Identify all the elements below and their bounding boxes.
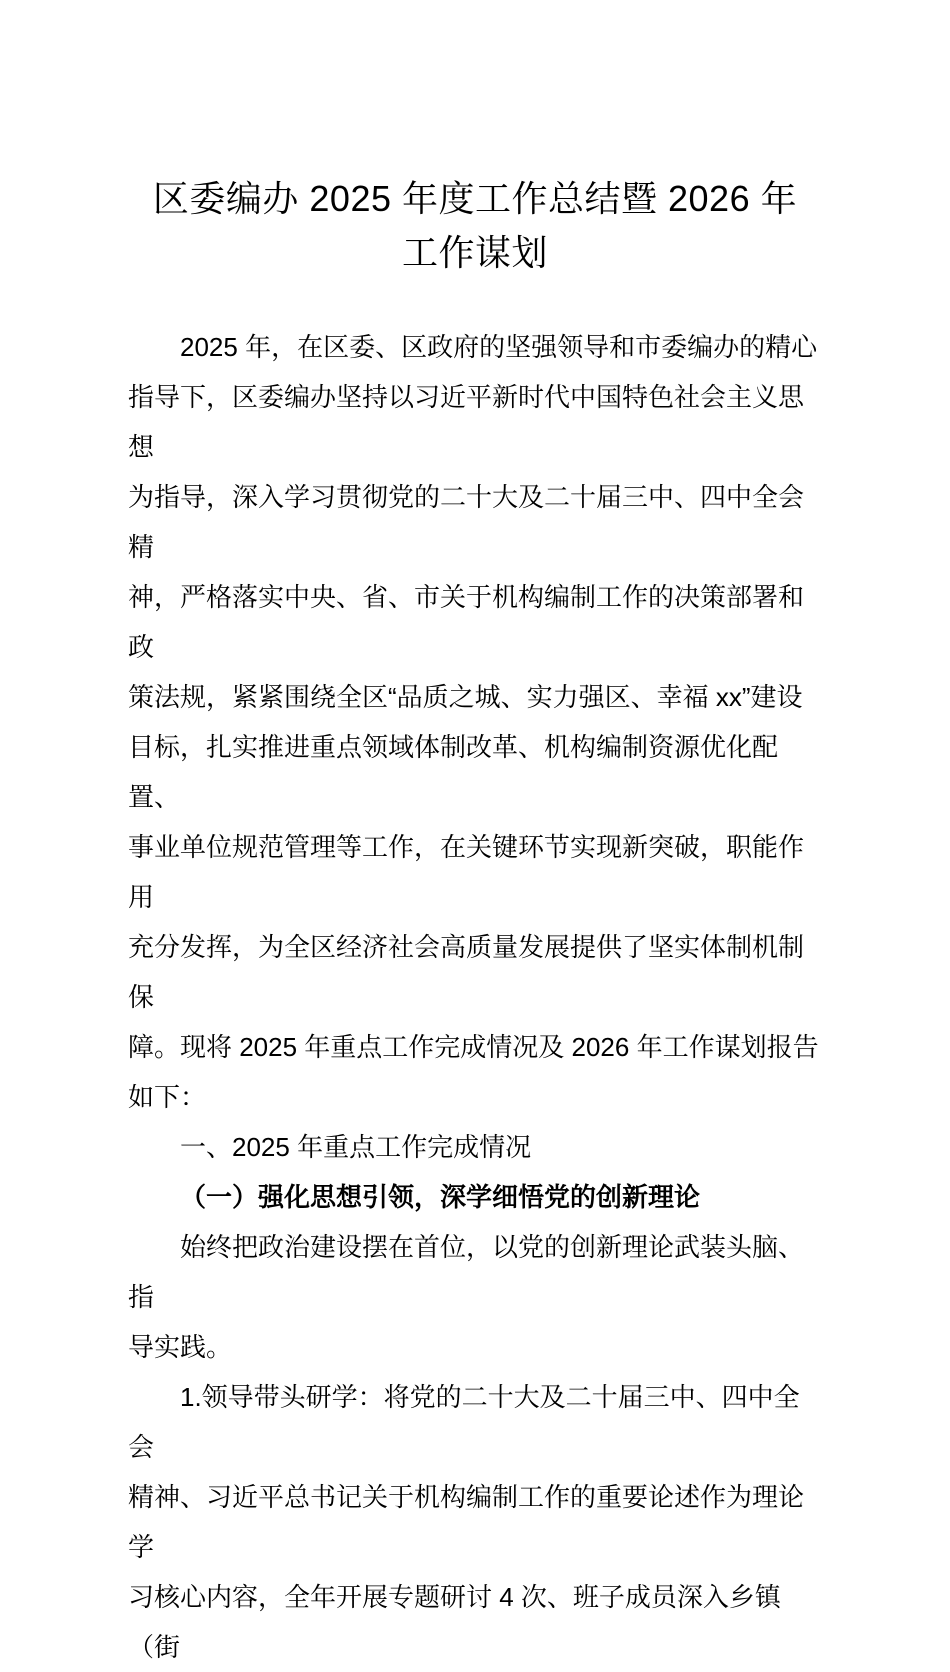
intro-line: 指导下，区委编办坚持以习近平新时代中国特色社会主义思想 <box>128 382 805 462</box>
intro-line: 充分发挥，为全区经济社会高质量发展提供了坚实体制机制保 <box>128 932 805 1012</box>
section1-paragraph-2 <box>128 1372 825 1672</box>
document-page <box>0 172 950 1662</box>
intro-line: 障。现将 2025 年重点工作完成情况及 2026 年工作谋划报告 <box>128 1032 819 1062</box>
title-line-1: 区委编办 2025 年度工作总结暨 2026 年 <box>152 178 798 219</box>
intro-line: 策法规，紧紧围绕全区“品质之城、实力强区、幸福 xx”建设 <box>128 682 803 712</box>
title-line-2: 工作谋划 <box>401 232 548 273</box>
intro-line: 神，严格落实中央、省、市关于机构编制工作的决策部署和政 <box>128 582 805 662</box>
document-body <box>128 322 825 1672</box>
intro-line: 事业单位规范管理等工作，在关键环节实现新突破，职能作用 <box>128 832 805 912</box>
intro-line: 2025 年，在区委、区政府的坚强领导和市委编办的精心 <box>180 332 818 362</box>
intro-line: 为指导，深入学习贯彻党的二十大及二十届三中、四中全会精 <box>128 482 805 562</box>
section1-paragraph-1 <box>128 1222 825 1372</box>
paragraph-line: 精神、习近平总书记关于机构编制工作的重要论述作为理论学 <box>128 1482 805 1562</box>
intro-line: 如下： <box>128 1082 207 1112</box>
paragraph-line: 导实践。 <box>128 1332 233 1362</box>
paragraph-line: 1.领导带头研学：将党的二十大及二十届三中、四中全会 <box>128 1382 800 1462</box>
document-title <box>110 172 840 280</box>
paragraph-line: 始终把政治建设摆在首位，以党的创新理论武装头脑、指 <box>128 1232 805 1312</box>
section1-heading: 一、2025 年重点工作完成情况 <box>180 1132 532 1162</box>
intro-line: 目标，扎实推进重点领域体制改革、机构编制资源优化配置、 <box>128 732 779 812</box>
paragraph-line: 习核心内容，全年开展专题研讨 4 次、班子成员深入乡镇（街 <box>128 1582 781 1662</box>
intro-paragraph <box>128 322 825 1122</box>
section1-sub-heading: （一）强化思想引领，深学细悟党的创新理论 <box>180 1182 701 1212</box>
